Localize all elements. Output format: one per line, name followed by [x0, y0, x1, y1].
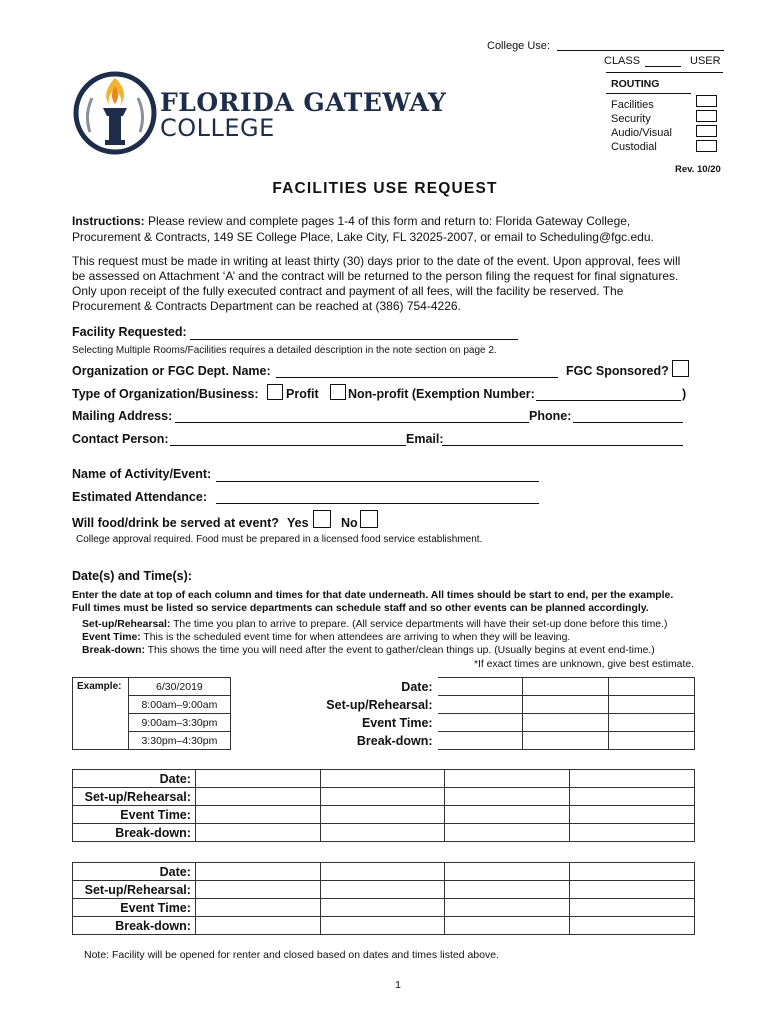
table1-date-label: Date: — [230, 678, 437, 696]
organization-label: Organization or FGC Dept. Name: — [72, 364, 271, 378]
table1-setup-label: Set-up/Rehearsal: — [230, 696, 437, 714]
table3-cell[interactable] — [320, 917, 445, 935]
table1-cell[interactable] — [609, 696, 695, 714]
table2-cell[interactable] — [570, 770, 695, 788]
table1-cell[interactable] — [523, 678, 609, 696]
table3-cell[interactable] — [195, 881, 320, 899]
break-desc: This shows the time you will need after the event to gather/clean things up. (Usually begins at event end-time.) — [147, 645, 655, 656]
page-title: FACILITIES USE REQUEST — [272, 180, 498, 197]
org-type-label: Type of Organization/Business: — [72, 387, 259, 401]
setup-desc: The time you plan to arrive to prepare. (All service departments will have their set-up done before this time.) — [173, 619, 668, 630]
mailing-address-label: Mailing Address: — [72, 409, 173, 423]
table3-cell[interactable] — [195, 917, 320, 935]
table1-cell[interactable] — [609, 714, 695, 732]
routing-facilities-checkbox[interactable] — [696, 95, 717, 107]
dates-instruction-1: Enter the date at top of each column and times for that date underneath. All times should be start to end, per the example. — [72, 590, 674, 601]
food-question-label: Will food/drink be served at event? — [72, 516, 279, 530]
table3-cell[interactable] — [195, 863, 320, 881]
table1-cell[interactable] — [523, 714, 609, 732]
table3-cell[interactable] — [445, 863, 570, 881]
table2-setup-label: Set-up/Rehearsal: — [73, 788, 196, 806]
breakdown-definition — [82, 645, 655, 658]
food-no-checkbox[interactable] — [360, 510, 378, 528]
facility-requested-field[interactable] — [190, 339, 518, 340]
instructions-lead: Instructions: — [72, 214, 145, 228]
instructions-line1 — [72, 214, 630, 230]
activity-name-label: Name of Activity/Event: — [72, 467, 212, 481]
table3-cell[interactable] — [445, 899, 570, 917]
email-field[interactable] — [442, 445, 683, 446]
table2-date-label: Date: — [73, 770, 196, 788]
food-yes-label: Yes — [287, 516, 309, 530]
phone-field[interactable] — [573, 422, 683, 423]
table2-cell[interactable] — [445, 788, 570, 806]
table2-cell[interactable] — [195, 806, 320, 824]
table2-cell[interactable] — [570, 806, 695, 824]
fgc-sponsored-checkbox[interactable] — [672, 360, 689, 377]
table2-cell[interactable] — [320, 770, 445, 788]
table3-cell[interactable] — [570, 863, 695, 881]
routing-custodial-checkbox[interactable] — [696, 140, 717, 152]
table1-breakdown-label: Break-down: — [230, 732, 437, 750]
policy-line4: Procurement & Contracts Department can be reached at (386) 754-4226. — [72, 299, 461, 313]
policy-line2: be assessed on Attachment ‘A’ and the contract will be returned to the person filing the request for final signatures. — [72, 269, 679, 283]
event-desc: This is the scheduled event time for when attendees are arriving to when they will be leaving. — [143, 632, 571, 643]
routing-security: Security — [611, 113, 651, 125]
example-setup: 8:00am–9:00am — [128, 696, 230, 714]
college-use-label: College Use: — [487, 40, 550, 52]
table2-cell[interactable] — [195, 770, 320, 788]
table2-cell[interactable] — [320, 824, 445, 842]
instructions-text: Please review and complete pages 1-4 of this form and return to: Florida Gateway College, — [148, 214, 631, 228]
profit-checkbox[interactable] — [267, 384, 283, 400]
dates-instruction-2: Full times must be listed so service departments can schedule staff and so other events can be planned accordingly. — [72, 603, 649, 614]
organization-field[interactable] — [276, 377, 558, 378]
schedule-table-2 — [72, 769, 695, 842]
table1-event-label: Event Time: — [230, 714, 437, 732]
class-field[interactable] — [645, 66, 681, 67]
table2-cell[interactable] — [570, 824, 695, 842]
table2-breakdown-label: Break-down: — [73, 824, 196, 842]
nonprofit-label: Non-profit (Exemption Number: — [348, 387, 535, 401]
schedule-table-3 — [72, 862, 695, 935]
contact-person-field[interactable] — [170, 445, 406, 446]
routing-security-checkbox[interactable] — [696, 110, 717, 122]
table3-cell[interactable] — [570, 917, 695, 935]
table1-cell[interactable] — [437, 696, 523, 714]
table3-event-label: Event Time: — [73, 899, 196, 917]
attendance-label: Estimated Attendance: — [72, 490, 207, 504]
break-term: Break-down: — [82, 645, 145, 656]
table2-cell[interactable] — [195, 788, 320, 806]
routing-audio-visual-checkbox[interactable] — [696, 125, 717, 137]
profit-label: Profit — [286, 387, 319, 401]
example-label: Example: — [73, 678, 129, 750]
routing-audio-visual: Audio/Visual — [611, 127, 672, 139]
schedule-table-1 — [72, 677, 695, 750]
routing-facilities: Facilities — [611, 99, 654, 111]
table2-cell[interactable] — [320, 788, 445, 806]
table3-cell[interactable] — [570, 881, 695, 899]
table3-date-label: Date: — [73, 863, 196, 881]
table1-cell[interactable] — [609, 732, 695, 750]
exemption-number-field[interactable] — [536, 400, 681, 401]
table2-cell[interactable] — [445, 824, 570, 842]
table3-breakdown-label: Break-down: — [73, 917, 196, 935]
activity-name-field[interactable] — [216, 481, 539, 482]
event-term: Event Time: — [82, 632, 141, 643]
college-seal-logo — [72, 70, 158, 156]
college-use-field[interactable] — [557, 50, 724, 51]
food-note: College approval required. Food must be prepared in a licensed food service establishment. — [76, 534, 483, 545]
routing-custodial: Custodial — [611, 141, 657, 153]
table2-cell[interactable] — [445, 770, 570, 788]
table2-cell[interactable] — [195, 824, 320, 842]
facility-note: Selecting Multiple Rooms/Facilities requires a detailed description in the note section on page 2. — [72, 345, 497, 356]
attendance-field[interactable] — [216, 503, 539, 504]
nonprofit-checkbox[interactable] — [330, 384, 346, 400]
table3-cell[interactable] — [445, 917, 570, 935]
table3-cell[interactable] — [320, 881, 445, 899]
estimate-note: *If exact times are unknown, give best estimate. — [473, 659, 694, 670]
example-event: 9:00am–3:30pm — [128, 714, 230, 732]
fgc-sponsored-label: FGC Sponsored? — [566, 364, 669, 378]
table3-cell[interactable] — [320, 899, 445, 917]
email-label: Email: — [406, 432, 444, 446]
college-name-line1: FLORIDA GATEWAY — [160, 88, 447, 117]
table1-cell[interactable] — [523, 732, 609, 750]
setup-term: Set-up/Rehearsal: — [82, 619, 171, 630]
policy-line1: This request must be made in writing at least thirty (30) days prior to the date of the event. Upon approval, fees will — [72, 254, 681, 268]
policy-line3: Only upon receipt of the fully executed contract and payment of all fees, will the facility be reserved. The — [72, 284, 624, 298]
facility-requested-label: Facility Requested: — [72, 325, 187, 339]
table3-cell[interactable] — [320, 863, 445, 881]
table1-cell[interactable] — [609, 678, 695, 696]
food-yes-checkbox[interactable] — [313, 510, 331, 528]
exemption-close-paren: ) — [682, 387, 687, 401]
table2-cell[interactable] — [445, 806, 570, 824]
setup-definition — [82, 619, 667, 632]
table1-cell[interactable] — [523, 696, 609, 714]
mailing-address-field[interactable] — [175, 422, 529, 423]
instructions-line2: Procurement & Contracts, 149 SE College Place, Lake City, FL 32025-2007, or email to Scheduling@fgc.edu. — [72, 230, 654, 244]
table3-cell[interactable] — [570, 899, 695, 917]
user-label: USER — [690, 55, 721, 67]
dates-heading: Date(s) and Time(s): — [72, 569, 192, 583]
example-breakdown: 3:30pm–4:30pm — [128, 732, 230, 750]
table1-cell[interactable] — [437, 678, 523, 696]
facility-open-note: Note: Facility will be opened for renter and closed based on dates and times listed above. — [84, 949, 499, 961]
table2-cell[interactable] — [570, 788, 695, 806]
college-name-line2: COLLEGE — [160, 114, 275, 142]
example-date: 6/30/2019 — [128, 678, 230, 696]
table3-cell[interactable] — [195, 899, 320, 917]
event-definition — [82, 632, 570, 645]
phone-label: Phone: — [529, 409, 572, 423]
table2-cell[interactable] — [320, 806, 445, 824]
page-number: 1 — [395, 979, 401, 991]
table1-cell[interactable] — [437, 732, 523, 750]
routing-title: ROUTING — [611, 78, 660, 90]
table3-setup-label: Set-up/Rehearsal: — [73, 881, 196, 899]
table2-event-label: Event Time: — [73, 806, 196, 824]
contact-person-label: Contact Person: — [72, 432, 169, 446]
class-label: CLASS — [604, 55, 641, 67]
food-no-label: No — [341, 516, 358, 530]
revision-label: Rev. 10/20 — [675, 164, 721, 175]
table1-cell[interactable] — [437, 714, 523, 732]
table3-cell[interactable] — [445, 881, 570, 899]
